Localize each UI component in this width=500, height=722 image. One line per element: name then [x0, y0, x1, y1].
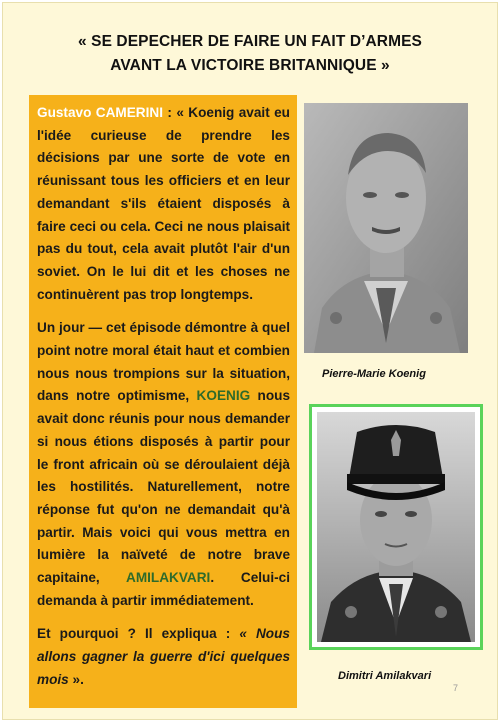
quote-paragraph-2 — [37, 317, 290, 612]
quote-paragraph-3 — [37, 623, 290, 691]
amilakvari-photo-frame — [309, 404, 483, 650]
quote-box — [29, 95, 297, 708]
quote-text-3a: Et pourquoi ? Il expliqua : — [37, 626, 240, 642]
koenig-portrait-photo — [304, 103, 468, 353]
amilakvari-name: AMILAKVARI — [126, 570, 211, 586]
portrait-amilakvari-image — [317, 412, 475, 642]
amilakvari-portrait-photo — [317, 412, 475, 642]
quote-text-3b: « Nous allons gagner la guerre d'ici quelques mois — [37, 626, 290, 687]
quote-text-2a: Un jour — cet épisode démontre à quel point notre moral était haut et combien nous nous trompions sur la situation, dans notre optimisme, — [37, 320, 290, 404]
speaker-name: Gustavo CAMERINI — [37, 105, 163, 120]
koenig-name: KOENIG — [196, 388, 251, 404]
portrait-koenig-image — [304, 103, 468, 353]
title-line-2: AVANT LA VICTOIRE BRITANNIQUE » — [110, 57, 390, 74]
quote-text-2c: . Celui-ci demanda à partir immédiatement. — [37, 570, 290, 608]
quote-text-3c: ». — [68, 671, 84, 687]
title-line-1: « SE DEPECHER DE FAIRE UN FAIT D’ARMES — [78, 33, 422, 50]
koenig-caption: Pierre-Marie Koenig — [322, 368, 426, 380]
quote-text-1: : « Koenig avait eu l'idée curieuse de prendre les décisions par une sorte de vote en réunissant tous les officiers et en leur demandant s'ils étaient disposés à faire ceci ou cela. Ceci ne nous plaisait pas du tout, cela avait plutôt l'air d'un soviet. On le lui dit et les choses ne continuèrent pas trop longtemps. — [37, 105, 290, 302]
page-title — [0, 30, 500, 78]
quote-text-2b: nous avait donc réunis pour nous demander si nous étions disposés à partir pour le front africain où se déroulaient déjà les hostilités. Naturellement, notre réponse fut qu'on ne demandait qu'à partir. Mais voici qui vous mettra en lumière la naïveté de notre brave capitaine, — [37, 388, 290, 586]
quote-paragraph-1 — [37, 102, 290, 306]
page-number: 7 — [453, 683, 459, 693]
amilakvari-caption: Dimitri Amilakvari — [338, 670, 432, 682]
